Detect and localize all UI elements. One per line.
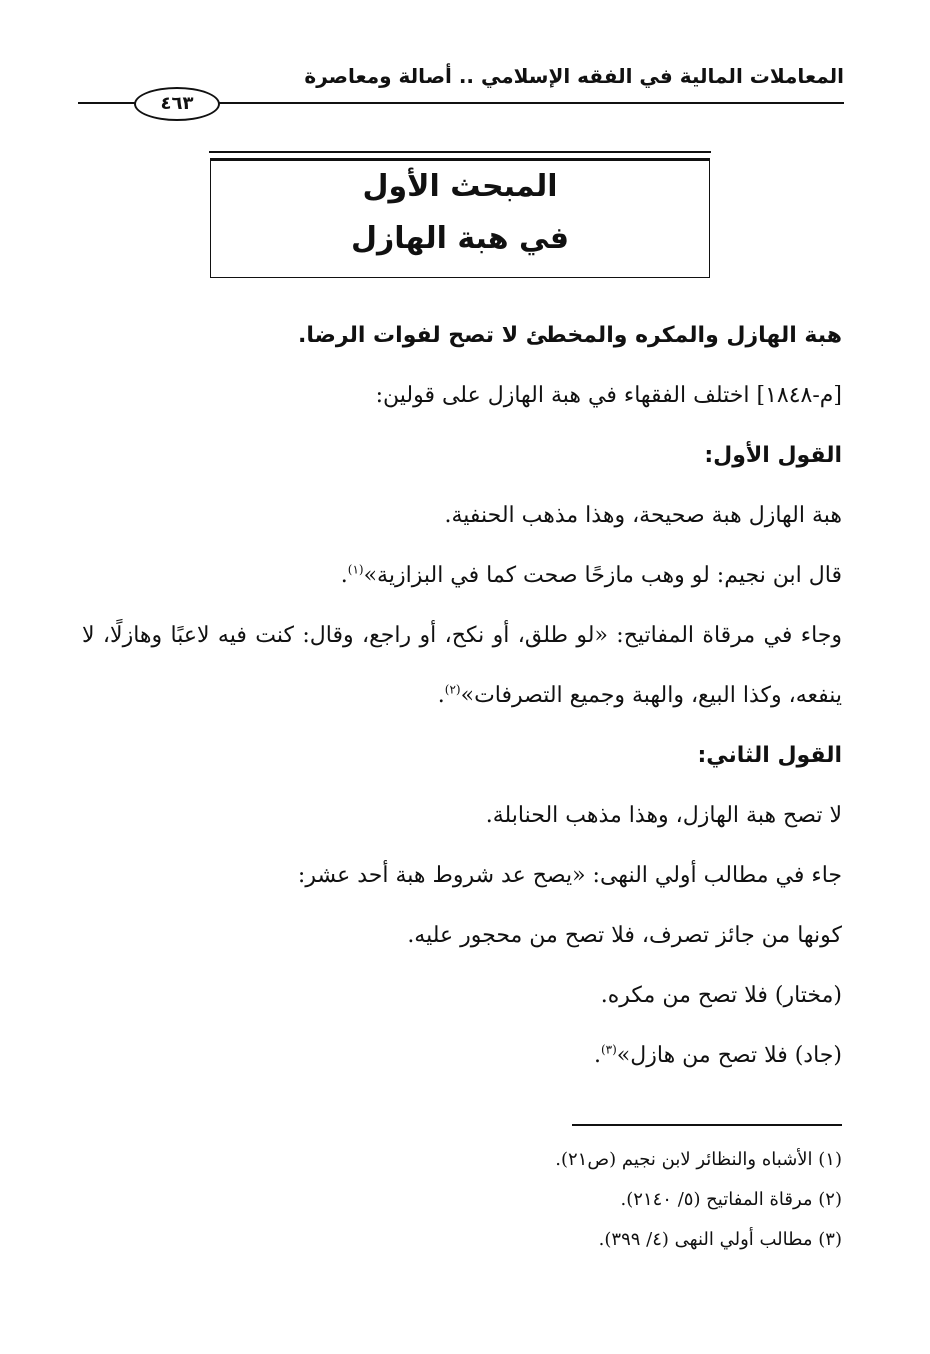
sentence-end: . [340,563,348,588]
footnote-1: (١) الأشباه والنظائر لابن نجيم (ص٢١). [555,1149,842,1170]
main-text [82,306,842,1086]
quote-text: قال ابن نجيم: لو وهب مازحًا صحت كما في البزازية» [363,563,842,588]
paragraph-condition-2: (مختار) فلا تصح من مكره. [600,983,842,1008]
footnote-2: (٢) مرقاة المفاتيح (٥/ ٢١٤٠). [620,1189,842,1210]
section-subtitle: في هبة الهازل [350,221,570,256]
footnote-ref-2[interactable]: (٢) [444,682,461,697]
footnote-separator [572,1124,842,1126]
heading-first-opinion: القول الأول: [704,443,842,468]
footnotes [242,1140,842,1260]
paragraph-summary: هبة الهازل والمكره والمخطئ لا تصح لفوات الرضا. [298,323,842,348]
heading-second-opinion: القول الثاني: [697,743,842,768]
title-box-top-rule [209,151,711,153]
section-title-box [210,158,710,278]
paragraph-hanbali: لا تصح هبة الهازل، وهذا مذهب الحنابلة. [485,803,842,828]
paragraph-ibn-nujaym [82,546,842,606]
running-header-title: المعاملات المالية في الفقه الإسلامي .. أصالة ومعاصرة [304,64,844,88]
paragraph-condition-3 [82,1026,842,1086]
paragraph-hanafi: هبة الهازل هبة صحيحة، وهذا مذهب الحنفية. [444,503,842,528]
paragraph-condition-1: كونها من جائز تصرف، فلا تصح من محجور عليه. [407,923,842,948]
footnote-ref-1[interactable]: (١) [347,562,364,577]
sentence-end: . [437,683,445,708]
sentence-end: . [593,1043,601,1068]
section-title: المبحث الأول [362,169,558,204]
footnote-ref-3[interactable]: (٣) [600,1042,617,1057]
quote-text: (جاد) فلا تصح من هازل» [616,1043,842,1068]
paragraph-mirqat [82,606,842,726]
quote-text: وجاء في مرقاة المفاتيح: «لو طلق، أو نكح، أو راجع، وقال: كنت فيه لاعبًا وهازلًا، لا ينفعه، وكذا البيع، والهبة وجميع التصرفات» [82,623,842,708]
page-number-badge: ٤٦٣ [134,87,220,121]
paragraph-disagreement: [م-١٨٤٨] اختلف الفقهاء في هبة الهازل على قولين: [375,383,842,408]
paragraph-matalib: جاء في مطالب أولي النهى: «يصح عد شروط هبة أحد عشر: [297,863,842,888]
footnote-3: (٣) مطالب أولي النهى (٤/ ٣٩٩). [598,1229,842,1250]
